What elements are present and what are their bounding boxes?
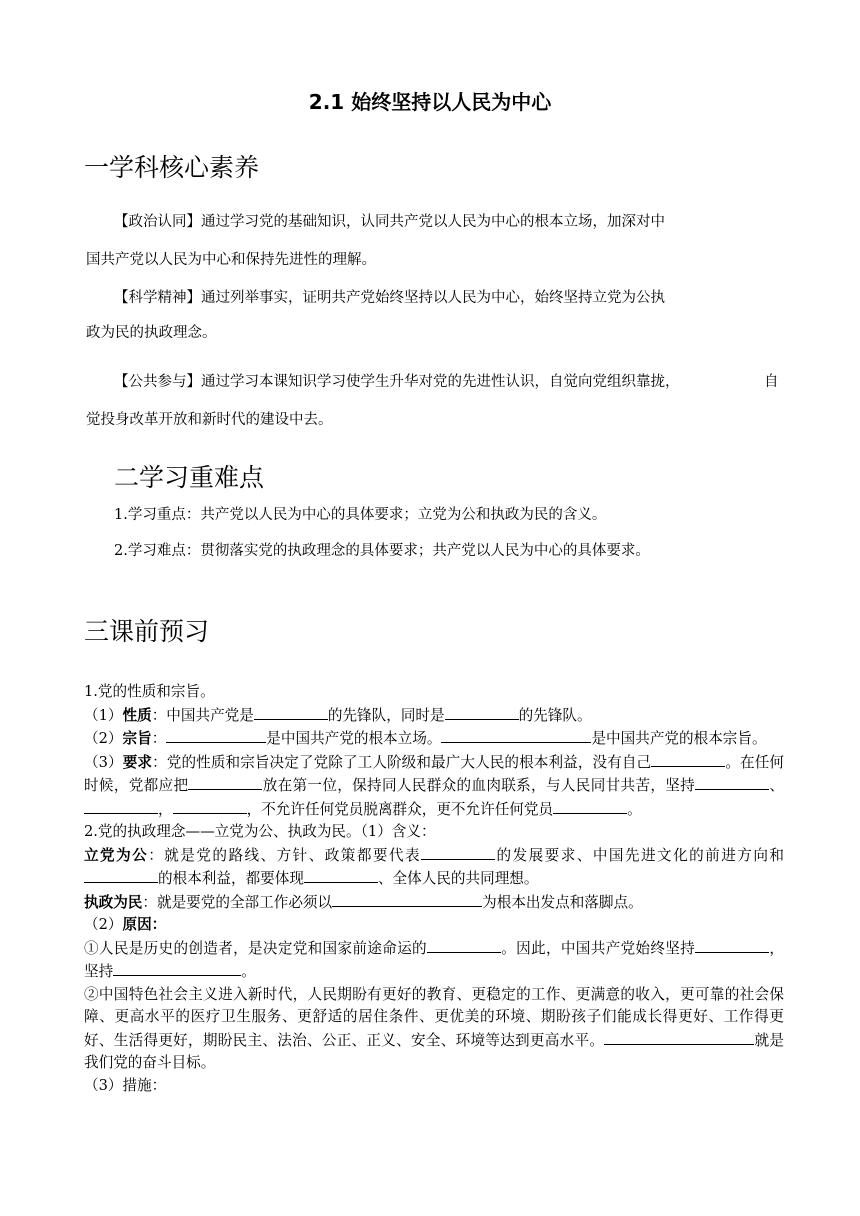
fill-blank[interactable] — [441, 727, 591, 743]
fill-blank[interactable] — [84, 867, 158, 883]
paragraph-political-cont: 国共产党以人民为中心和保持先进性的理解。 — [86, 252, 376, 268]
keypoint-line: 1.学习重点：共产党以人民为中心的具体要求；立党为公和执政为民的含义。 — [114, 507, 607, 523]
fill-blank[interactable] — [188, 774, 262, 790]
section-heading-preview: 三课前预习 — [84, 617, 210, 646]
fill-blank[interactable] — [445, 704, 519, 720]
fill-blank[interactable] — [304, 867, 378, 883]
paragraph-public-cont: 觉投身改革开放和新时代的建设中去。 — [86, 412, 333, 428]
fill-blank[interactable] — [173, 798, 247, 814]
preview-line: ②中国特色社会主义进入新时代，人民期盼有更好的教育、更稳定的工作、更满意的收入，更可靠的社会保障、更高水平的医疗卫生服务、更舒适的居住条件、更优美的环境、期盼孩子们能成长得更好、工作得更好、生活得更好，期盼民主、法治、公正、正义、安全、环境等达到更高水平。 就是我们党的奋斗目标。 — [84, 985, 784, 1071]
fill-blank[interactable] — [421, 844, 495, 860]
section-heading-keypoints: 二学习重难点 — [114, 463, 265, 492]
preview-line: 立党为公：就是党的路线、方针、政策都要代表 的发展要求、中国先进文化的前进方向和的根本利益，都要体现 、全体人民的共同理想。 — [84, 844, 784, 891]
fill-blank[interactable] — [553, 798, 627, 814]
paragraph-public-end: 自 — [764, 374, 779, 390]
preview-line: ①人民是历史的创造者，是决定党和国家前途命运的 。因此，中国共产党始终坚持 ，坚持 。 — [84, 937, 784, 984]
preview-line: （3）措施： — [84, 1076, 167, 1094]
fill-blank[interactable] — [604, 1029, 754, 1045]
fill-blank[interactable] — [166, 727, 266, 743]
fill-blank[interactable] — [332, 891, 482, 907]
preview-line: 执政为民：就是要党的全部工作必须以 为根本出发点和落脚点。 — [84, 891, 784, 915]
preview-line: （2）宗旨： 是中国共产党的根本立场。 是中国共产党的根本宗旨。 — [84, 727, 784, 751]
difficulty-line: 2.学习难点：贯彻落实党的执政理念的具体要求；共产党以人民为中心的具体要求。 — [114, 543, 650, 559]
preview-line: 1.党的性质和宗旨。 — [84, 683, 215, 700]
preview-line: （3）要求：党的性质和宗旨决定了党除了工人阶级和最广大人民的根本利益，没有自己 。在任何时候，党都应把 放在第一位，保持同人民群众的血肉联系，与人民同甘共苦，坚持 、， ，不允许任何党员脱离群众，更不允许任何党员 。 — [84, 751, 784, 822]
preview-line: （1）性质：中国共产党是 的先锋队，同时是 的先锋队。 — [84, 704, 784, 728]
preview-line: 2.党的执政理念——立党为公、执政为民。（1）含义： — [84, 823, 436, 840]
preview-text — [84, 681, 784, 1097]
section-heading-literacy: 一学科核心素养 — [84, 153, 260, 182]
fill-blank[interactable] — [84, 798, 158, 814]
preview-line: （2）原因： — [84, 916, 167, 933]
paragraph-science-cont: 政为民的执政理念。 — [86, 325, 217, 341]
fill-blank[interactable] — [254, 704, 328, 720]
fill-blank[interactable] — [427, 937, 501, 953]
fill-blank[interactable] — [695, 937, 769, 953]
fill-blank[interactable] — [651, 751, 725, 767]
paragraph-public: 【公共参与】通过学习本课知识学习使学生升华对党的先进性认识，自觉向党组织靠拢， — [114, 374, 680, 390]
page-title: 2.1 始终坚持以人民为中心 — [308, 90, 552, 114]
fill-blank[interactable] — [695, 774, 769, 790]
paragraph-science: 【科学精神】通过列举事实，证明共产党始终坚持以人民为中心，始终坚持立党为公执 — [114, 290, 665, 306]
fill-blank[interactable] — [113, 960, 241, 976]
paragraph-political: 【政治认同】通过学习党的基础知识，认同共产党以人民为中心的根本立场，加深对中 — [114, 214, 665, 230]
